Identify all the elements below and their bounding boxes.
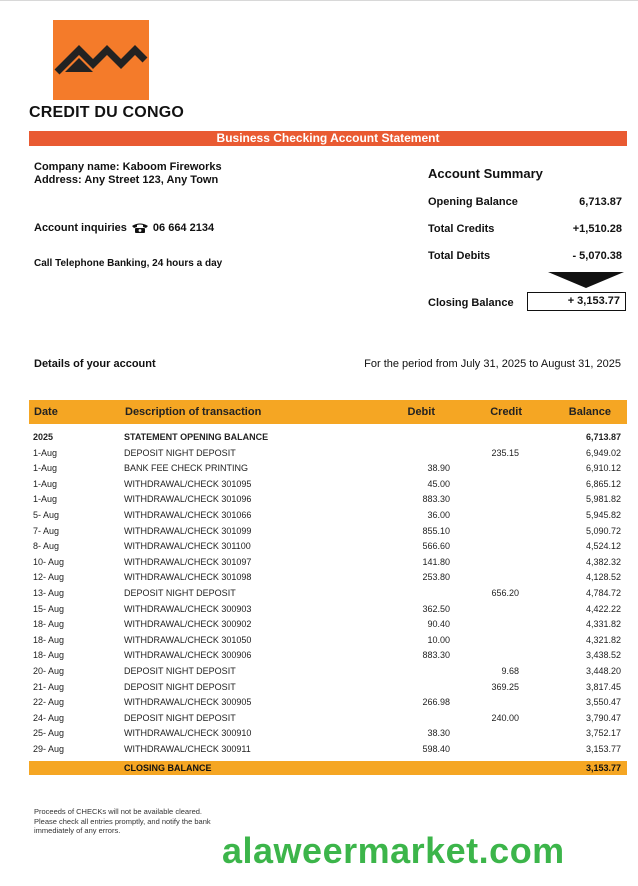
cell-balance: 4,128.52 <box>585 572 621 583</box>
cell-debit: 266.98 <box>422 697 450 708</box>
cell-description: WITHDRAWAL/CHECK 301098 <box>124 572 252 583</box>
cell-description: WITHDRAWAL/CHECK 301050 <box>124 634 252 645</box>
cell-balance: 4,784.72 <box>585 587 621 598</box>
cell-balance: 4,524.12 <box>585 541 621 552</box>
statement-title: Business Checking Account Statement <box>29 131 627 146</box>
cell-date: 29- Aug <box>33 743 65 754</box>
summary-opening-row <box>428 196 622 208</box>
cell-date: 10- Aug <box>33 556 65 567</box>
cell-date: 1-Aug <box>33 463 58 474</box>
cell-debit: 38.90 <box>427 463 450 474</box>
bank-name: CREDIT DU CONGO <box>29 104 184 121</box>
company-address: Address: Any Street 123, Any Town <box>34 174 219 186</box>
cell-debit: 598.40 <box>422 743 450 754</box>
total-debits-value: - 5,070.38 <box>572 250 622 262</box>
table-row <box>29 508 627 524</box>
cell-balance: 6,865.12 <box>585 478 621 489</box>
cell-balance: 5,945.82 <box>585 509 621 520</box>
table-row <box>29 555 627 571</box>
cell-credit: 240.00 <box>491 712 519 723</box>
cell-balance: 5,981.82 <box>585 494 621 505</box>
cell-description: WITHDRAWAL/CHECK 300906 <box>124 650 252 661</box>
cell-description: WITHDRAWAL/CHECK 301100 <box>124 541 251 552</box>
total-credits-label: Total Credits <box>428 223 495 235</box>
cell-balance: 3,790.47 <box>585 712 621 723</box>
cell-date: 15- Aug <box>33 603 65 614</box>
table-row <box>29 617 627 633</box>
cell-date: 25- Aug <box>33 728 65 739</box>
cell-description: WITHDRAWAL/CHECK 300911 <box>124 743 251 754</box>
table-row <box>29 586 627 602</box>
cell-balance: 3,448.20 <box>585 665 621 676</box>
cell-debit: 10.00 <box>427 634 450 645</box>
cell-balance: 3,752.17 <box>585 728 621 739</box>
cell-date: 1-Aug <box>33 494 58 505</box>
table-row <box>29 680 627 696</box>
table-row <box>29 711 627 727</box>
account-summary-title: Account Summary <box>428 166 543 181</box>
cell-date: 24- Aug <box>33 712 65 723</box>
top-divider <box>0 0 638 1</box>
inquiries-phone: 06 664 2134 <box>152 222 215 234</box>
table-row <box>29 633 627 649</box>
table-header <box>29 400 627 424</box>
cell-description: WITHDRAWAL/CHECK 300910 <box>124 728 252 739</box>
cell-date: 22- Aug <box>33 697 65 708</box>
cell-debit: 90.40 <box>427 619 450 630</box>
transactions-table <box>29 430 627 757</box>
closing-balance-box <box>527 292 626 311</box>
cell-date: 18- Aug <box>33 634 65 645</box>
cell-description: WITHDRAWAL/CHECK 301099 <box>124 525 252 536</box>
table-row <box>29 430 627 446</box>
table-row <box>29 492 627 508</box>
telephone-icon <box>131 222 149 234</box>
company-name: Company name: Kaboom Fireworks <box>34 161 222 173</box>
cell-date: 5- Aug <box>33 509 60 520</box>
summary-credits-row <box>428 223 622 235</box>
total-credits-value: +1,510.28 <box>572 223 622 235</box>
cell-description: WITHDRAWAL/CHECK 300902 <box>124 619 252 630</box>
table-row <box>29 695 627 711</box>
header-debit: Debit <box>407 406 435 418</box>
table-row <box>29 602 627 618</box>
table-row <box>29 664 627 680</box>
cell-date: 8- Aug <box>33 541 60 552</box>
table-row <box>29 461 627 477</box>
cell-debit: 141.80 <box>422 556 450 567</box>
company-block <box>34 161 222 187</box>
cell-description: DEPOSIT NIGHT DEPOSIT <box>124 587 236 598</box>
cell-date: 18- Aug <box>33 619 65 630</box>
cell-description: STATEMENT OPENING BALANCE <box>124 432 269 442</box>
cell-credit: 235.15 <box>491 447 519 458</box>
details-label: Details of your account <box>34 358 156 370</box>
cell-credit: 656.20 <box>491 587 519 598</box>
cell-balance: 6,949.02 <box>585 447 621 458</box>
table-row <box>29 539 627 555</box>
cell-balance: 3,438.52 <box>585 650 621 661</box>
cell-balance: 3,550.47 <box>585 697 621 708</box>
table-row <box>29 742 627 758</box>
closing-balance-label: Closing Balance <box>428 297 514 309</box>
statement-period: For the period from July 31, 2025 to August 31, 2025 <box>364 358 621 370</box>
cell-debit: 253.80 <box>422 572 450 583</box>
cell-description: WITHDRAWAL/CHECK 301095 <box>124 478 252 489</box>
cell-balance: 6,713.87 <box>585 432 621 442</box>
cell-debit: 855.10 <box>422 525 450 536</box>
table-row <box>29 726 627 742</box>
account-inquiries <box>34 222 214 234</box>
cell-balance: 6,910.12 <box>585 463 621 474</box>
cell-date: 1-Aug <box>33 478 58 489</box>
inquiries-label: Account inquiries <box>34 222 127 234</box>
cell-description: DEPOSIT NIGHT DEPOSIT <box>124 447 236 458</box>
table-row <box>29 446 627 462</box>
cell-description: WITHDRAWAL/CHECK 300903 <box>124 603 252 614</box>
cell-credit: 9.68 <box>501 665 519 676</box>
summary-debits-row <box>428 250 622 262</box>
telephone-banking-note: Call Telephone Banking, 24 hours a day <box>34 258 223 269</box>
closing-balance-value: + 3,153.77 <box>567 295 620 307</box>
cell-balance: 5,090.72 <box>585 525 621 536</box>
cell-date: 21- Aug <box>33 681 65 692</box>
cell-debit: 36.00 <box>427 509 450 520</box>
cell-description: BANK FEE CHECK PRINTING <box>124 463 249 474</box>
cell-description: WITHDRAWAL/CHECK 301096 <box>124 494 252 505</box>
cell-debit: 566.60 <box>422 541 450 552</box>
cell-description: DEPOSIT NIGHT DEPOSIT <box>124 665 236 676</box>
cell-date: 12- Aug <box>33 572 65 583</box>
cell-date: 13- Aug <box>33 587 65 598</box>
cell-date: 7- Aug <box>33 525 60 536</box>
cell-balance: 4,331.82 <box>585 619 621 630</box>
disclaimer-note: Proceeds of CHECKs will not be available cleared. Please check all entries promptly, and notify the bank immediately of any errors. <box>34 807 211 835</box>
header-credit: Credit <box>490 406 522 418</box>
closing-balance-row <box>29 761 627 775</box>
cell-balance: 4,422.22 <box>585 603 621 614</box>
cell-date: 20- Aug <box>33 665 65 676</box>
cell-date: 1-Aug <box>33 447 58 458</box>
footer-balance: 3,153.77 <box>585 763 621 773</box>
table-row <box>29 648 627 664</box>
cell-description: DEPOSIT NIGHT DEPOSIT <box>124 681 236 692</box>
cell-balance: 3,153.77 <box>585 743 621 754</box>
bank-logo <box>53 20 149 100</box>
cell-balance: 3,817.45 <box>585 681 621 692</box>
down-arrow-icon <box>548 272 624 288</box>
cell-credit: 369.25 <box>491 681 519 692</box>
cell-debit: 362.50 <box>422 603 450 614</box>
header-balance: Balance <box>568 406 611 418</box>
header-description: Description of transaction <box>125 406 262 418</box>
table-row <box>29 570 627 586</box>
header-date: Date <box>34 406 58 418</box>
cell-debit: 883.30 <box>422 494 450 505</box>
table-row <box>29 524 627 540</box>
cell-description: DEPOSIT NIGHT DEPOSIT <box>124 712 236 723</box>
table-row <box>29 477 627 493</box>
cell-debit: 38.30 <box>427 728 450 739</box>
cell-debit: 883.30 <box>422 650 450 661</box>
cell-balance: 4,321.82 <box>585 634 621 645</box>
opening-balance-label: Opening Balance <box>428 196 518 208</box>
total-debits-label: Total Debits <box>428 250 491 262</box>
cell-description: WITHDRAWAL/CHECK 300905 <box>124 697 252 708</box>
footer-label: CLOSING BALANCE <box>124 763 212 773</box>
cell-description: WITHDRAWAL/CHECK 301097 <box>124 556 252 567</box>
opening-balance-value: 6,713.87 <box>579 196 622 208</box>
cell-date: 18- Aug <box>33 650 65 661</box>
watermark: alaweermarket.com <box>222 830 565 871</box>
cell-date: 2025 <box>33 432 54 442</box>
cell-balance: 4,382.32 <box>585 556 621 567</box>
cell-debit: 45.00 <box>427 478 450 489</box>
cell-description: WITHDRAWAL/CHECK 301066 <box>124 509 252 520</box>
